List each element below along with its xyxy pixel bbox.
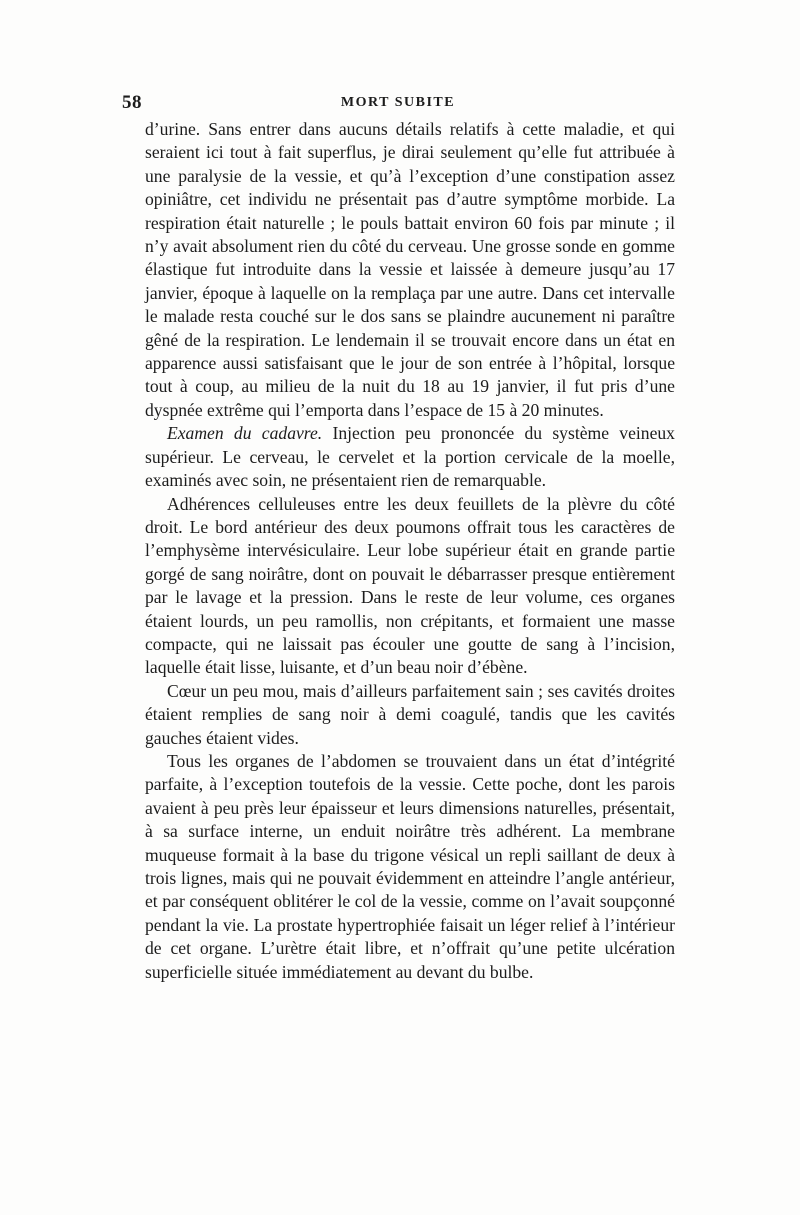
section-title: Examen du cadavre. bbox=[167, 423, 323, 444]
paragraph-autopsy bbox=[145, 422, 675, 492]
paragraph-text: Injection peu prononcée du système veineux supérieur. Le cerveau, le cervelet et la portion cervicale de la moelle, examinés avec soin, ne présentaient rien de remarquable. bbox=[145, 423, 675, 491]
paragraph-abdomen bbox=[145, 750, 675, 984]
page-header bbox=[122, 92, 674, 116]
paragraph-text: Tous les organes de l’abdomen se trouvaient dans un état d’intégrité parfaite, à l’exception toutefois de la vessie. Cette poche, dont les parois avaient à peu près leur épaisseur et leurs dimensions naturelles, présentait, à sa surface interne, un enduit noirâtre très adhérent. La membrane muqueuse formait à la base du trigone vésical un repli saillant de deux à trois lignes, mais qui ne pouvait évidemment en atteindre l’angle antérieur, et par conséquent oblitérer le col de la vessie, comme on l’avait soupçonné pendant la vie. La prostate hypertrophiée faisait un léger relief à l’intérieur de cet organe. L’urètre était libre, et n’offrait qu’une petite ulcération superficielle située immédiatement au devant du bulbe. bbox=[145, 750, 675, 982]
body-text bbox=[145, 118, 675, 984]
paragraph-lungs bbox=[145, 493, 675, 680]
paragraph-text: Adhérences celluleuses entre les deux feuillets de la plèvre du côté droit. Le bord antérieur des deux poumons offrait tous les caractères de l’emphysème intervésiculaire. Leur lobe supérieur était en grande partie gorgé de sang noirâtre, dont on pouvait le débarrasser presque entièrement par le lavage et la pression. Dans le reste de leur volume, ces organes étaient lourds, un peu ramollis, non crépitants, et formaient une masse compacte, qui ne laissait pas écouler une goutte de sang à l’incision, laquelle était lisse, luisante, et d’un beau noir d’ébène. bbox=[145, 493, 675, 678]
paragraph-continuation bbox=[145, 118, 675, 422]
running-head: MORT SUBITE bbox=[340, 95, 456, 110]
paragraph-text: d’urine. Sans entrer dans aucuns détails relatifs à cette maladie, et qui seraient ici tout à fait superflus, je dirai seulement qu’elle fut attribuée à une paralysie de la vessie, et qu’à l’exception d’une constipation assez opiniâtre, cet individu ne présentait pas d’autre symptôme morbide. La respiration était naturelle ; le pouls battait environ 60 fois par minute ; il n’y avait absolument rien du côté du cerveau. Une grosse sonde en gomme élastique fut introduite dans la vessie et laissée à demeure jusqu’au 17 janvier, époque à laquelle on la remplaça par une autre. Dans cet intervalle le malade resta couché sur le dos sans se plaindre aucunement ni paraître gêné de la respiration. Le lendemain il se trouvait encore dans un état en apparence aussi satisfaisant que le jour de son entrée à l’hôpital, lorsque tout à coup, au milieu de la nuit du 18 au 19 janvier, il fut pris d’une dyspnée extrême qui l’emporta dans l’espace de 15 à 20 minutes. bbox=[145, 119, 675, 420]
paragraph-text: Cœur un peu mou, mais d’ailleurs parfaitement sain ; ses cavités droites étaient remplies de sang noir à demi coagulé, tandis que les cavités gauches étaient vides. bbox=[145, 680, 675, 748]
paragraph-heart bbox=[145, 680, 675, 750]
page-number: 58 bbox=[122, 92, 142, 113]
